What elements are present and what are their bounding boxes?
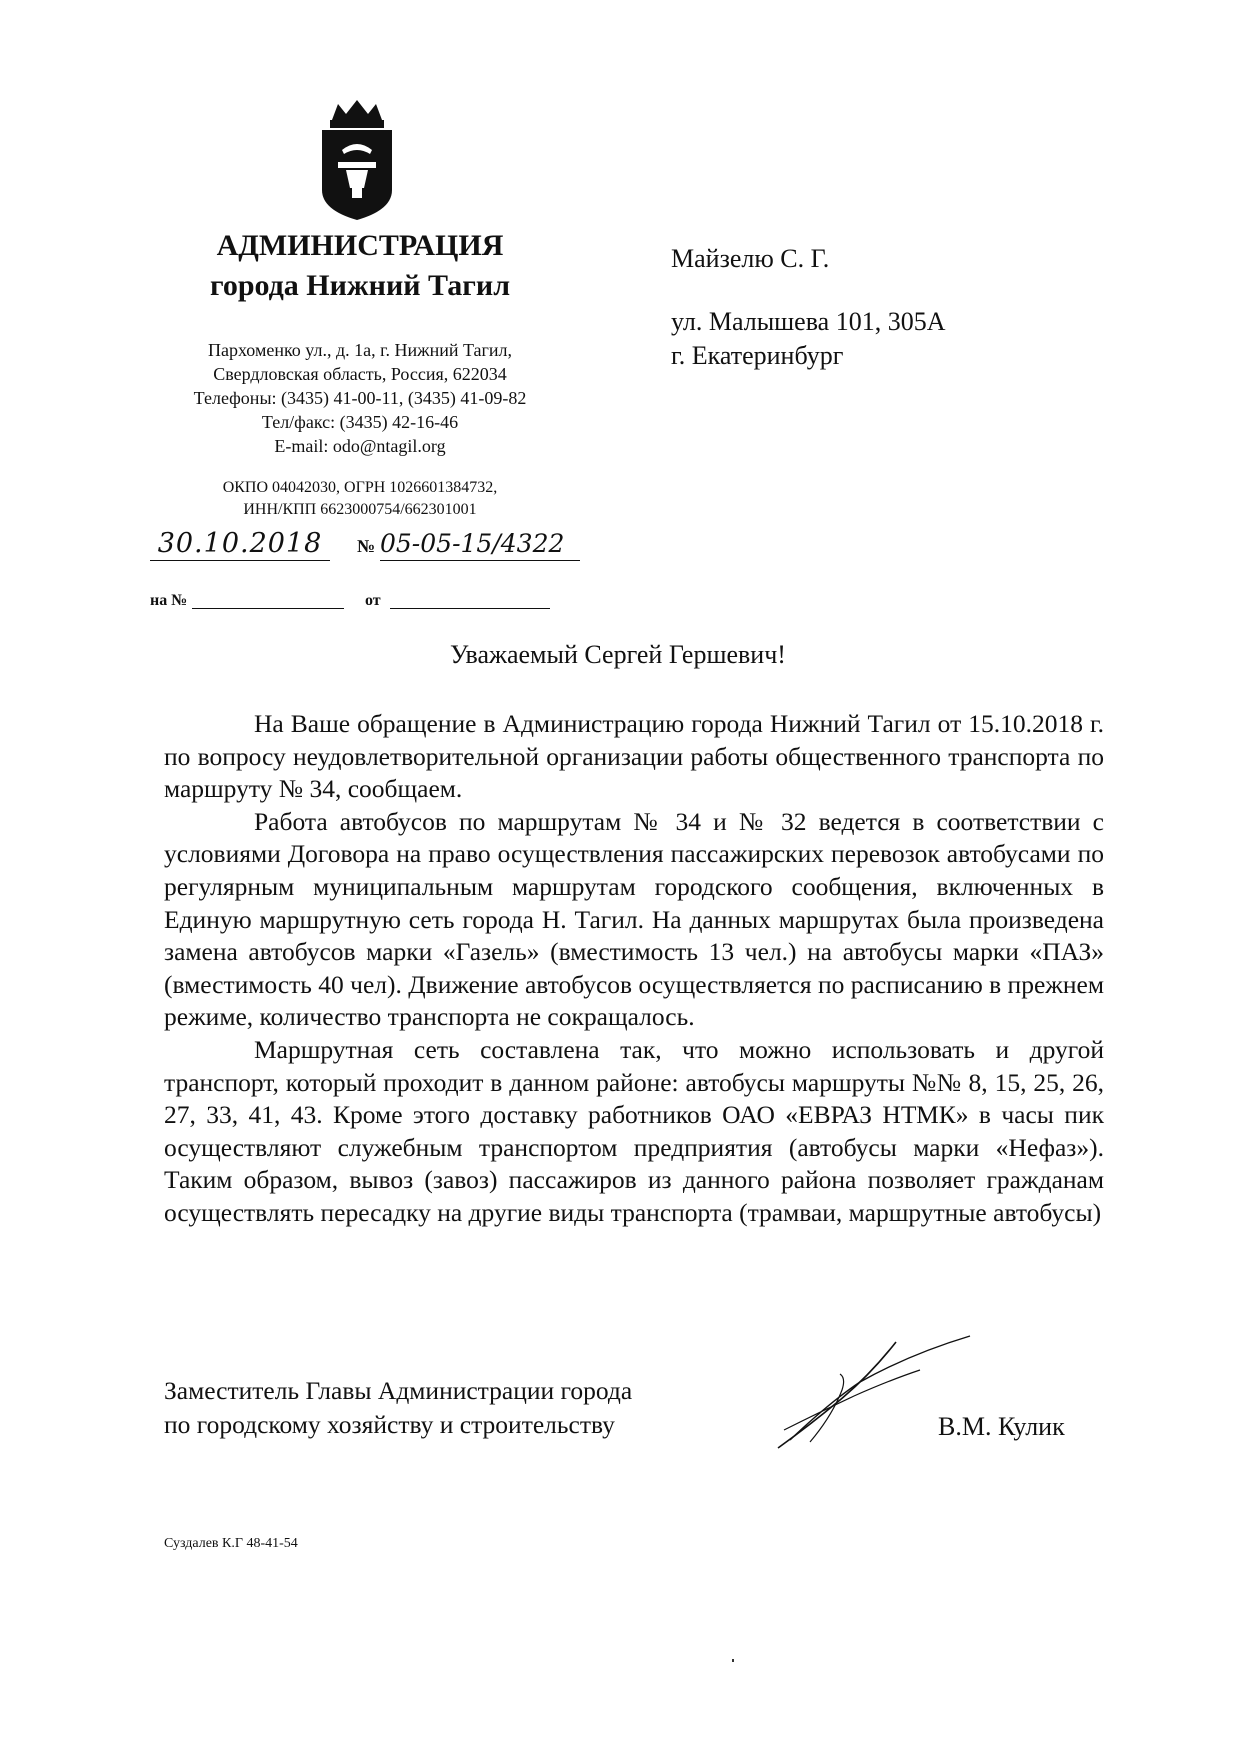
signatory-position-line: по городскому хозяйству и строительству (164, 1410, 615, 1439)
organization-title: АДМИНИСТРАЦИЯ (216, 229, 504, 262)
outgoing-number-sign: № (357, 536, 376, 556)
outgoing-date: 30.10.2018 (150, 528, 330, 561)
recipient-city: г. Екатеринбург (671, 341, 844, 370)
coat-of-arms-icon (312, 98, 402, 223)
sender-region-line: Свердловская область, Россия, 622034 (213, 364, 507, 384)
sender-phones-line: Телефоны: (3435) 41-00-11, (3435) 41-09-82 (193, 388, 527, 408)
body-paragraph: Работа автобусов по маршрутам № 34 и № 32 ведется в соответствии с условиями Договора на право осуществления пассажирских перевозок автобусами по регулярным муниципальным маршрутам городского сообщения, включенных в Единую маршрутную сеть города Н. Тагил. На данных маршрутах была произведена замена автобусов марки «Газель» (вместимость 13 чел.) на автобусы марки «ПАЗ» (вместимость 40 чел). Движение автобусов осуществляется по расписанию в прежнем режиме, количество транспорта не сокращалось. (164, 806, 1104, 1032)
recipient-street: ул. Малышева 101, 305А (671, 307, 946, 336)
body-paragraph: Маршрутная сеть составлена так, что можно использовать и другой транспорт, который проходит в данном районе: автобусы маршруты №№ 8, 15, 25, 26, 27, 33, 41, 43. Кроме этого доставку работников ОАО «ЕВРАЗ НТМК» в часы пик осуществляют служебным транспортом предприятия (автобусы марки «Нефаз»). Таким образом, вывоз (завоз) пассажиров из данного района позволяет гражданам осуществлять пересадку на другие виды транспорта (трамваи, маршрутные автобусы) (164, 1034, 1104, 1227)
letter-body (164, 708, 1104, 1230)
signatory-name: В.М. Кулик (938, 1412, 1065, 1441)
recipient-name: Майзелю С. Г. (671, 244, 830, 273)
registration-line: ОКПО 04042030, ОГРН 1026601384732, (222, 479, 498, 496)
registration-line: ИНН/КПП 6623000754/662301001 (243, 501, 477, 518)
scan-speck (732, 1659, 734, 1662)
sender-email-line: E-mail: odo@ntagil.org (274, 436, 446, 456)
reference-date-label: от (365, 592, 381, 609)
sender-contacts (140, 338, 580, 458)
outgoing-number: 05-05-15/4322 (380, 528, 580, 561)
sender-address-line: Пархоменко ул., д. 1а, г. Нижний Тагил, (208, 340, 512, 360)
sender-fax-line: Тел/факс: (3435) 42-16-46 (261, 412, 459, 432)
reference-number-blank (192, 608, 344, 609)
reference-number-label: на № (150, 592, 188, 609)
reference-date-blank (390, 608, 550, 609)
organization-subtitle: города Нижний Тагил (209, 269, 511, 302)
signatory-position-line: Заместитель Главы Администрации города (164, 1376, 633, 1405)
signatory-position (164, 1374, 632, 1442)
sender-registration (140, 477, 580, 521)
executor-note: Суздалев К.Г 48-41-54 (164, 1536, 298, 1551)
body-paragraph: На Ваше обращение в Администрацию города Нижний Тагил от 15.10.2018 г. по вопросу неудовлетворительной организации работы общественного транспорта по маршруту № 34, сообщаем. (164, 709, 1104, 804)
greeting: Уважаемый Сергей Гершевич! (450, 640, 786, 669)
